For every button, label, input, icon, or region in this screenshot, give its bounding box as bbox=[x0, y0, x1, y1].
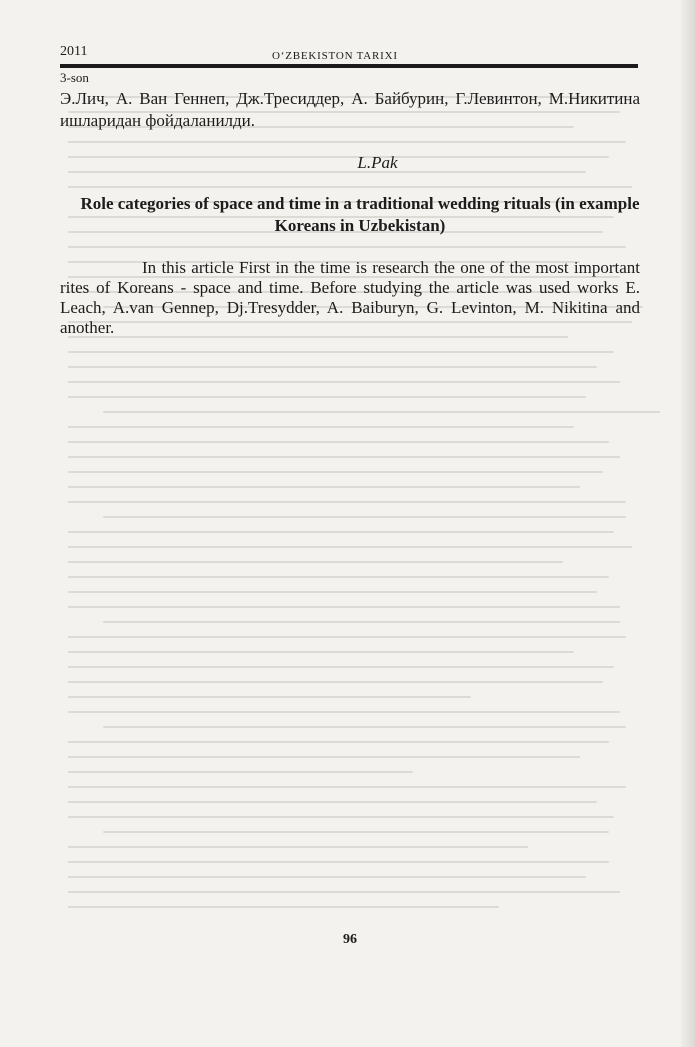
article-abstract bbox=[60, 258, 640, 338]
article-title: Role categories of space and time in a traditional wedding rituals (in example Koreans in Uzbekistan) bbox=[80, 194, 640, 235]
bleed-line bbox=[68, 816, 614, 818]
bleed-line bbox=[68, 186, 632, 188]
bleed-line bbox=[68, 876, 586, 878]
abstract-paragraph: In this article First in the time is research the one of the most important rites of Koreans - space and time. Before studying the article was used works E. Leach, A.van Gennep, Dj.Tresydder, A. Baiburyn, G. Levinton, M. Nikitina and another. bbox=[60, 258, 640, 337]
page-number: 96 bbox=[343, 932, 357, 947]
bleed-line bbox=[103, 621, 621, 623]
bleed-line bbox=[68, 696, 471, 698]
bleed-line bbox=[68, 606, 620, 608]
bleed-line bbox=[68, 546, 632, 548]
bleed-line bbox=[68, 906, 499, 908]
author-signature: L.Pak bbox=[357, 153, 398, 172]
bleed-line bbox=[103, 831, 609, 833]
bleed-line bbox=[68, 741, 609, 743]
bleed-line bbox=[68, 576, 609, 578]
bleed-line bbox=[103, 411, 661, 413]
bleed-line bbox=[68, 141, 626, 143]
bleed-line bbox=[68, 396, 586, 398]
bleed-line bbox=[68, 801, 597, 803]
bleed-line bbox=[68, 531, 614, 533]
bleed-line bbox=[68, 351, 614, 353]
bleed-line bbox=[68, 561, 563, 563]
bleed-line bbox=[68, 426, 574, 428]
bleed-line bbox=[68, 591, 597, 593]
bleed-line bbox=[68, 366, 597, 368]
bleed-line bbox=[68, 246, 626, 248]
bleed-line bbox=[68, 501, 626, 503]
bleed-line bbox=[68, 771, 413, 773]
bleed-line bbox=[68, 756, 580, 758]
bleed-line bbox=[68, 486, 580, 488]
bleed-line bbox=[68, 891, 620, 893]
bleed-line bbox=[68, 651, 574, 653]
bleed-line bbox=[103, 516, 626, 518]
bleed-line bbox=[68, 441, 609, 443]
previous-article-ending: Э.Лич, А. Ван Геннеп, Дж.Тресиддер, А. Байбурин, Г.Левинтон, М.Никитина ишларидан фойдаланилди. bbox=[60, 89, 640, 130]
bleed-line bbox=[68, 471, 603, 473]
header-year: 2011 bbox=[60, 44, 88, 59]
header-journal-title: O‘ZBEKISTON TARIXI bbox=[272, 50, 398, 62]
bleed-line bbox=[68, 786, 626, 788]
page-edge-shadow bbox=[681, 0, 695, 1047]
bleed-line bbox=[68, 861, 609, 863]
bleed-line bbox=[68, 666, 614, 668]
bleed-line bbox=[68, 711, 620, 713]
bleed-line bbox=[68, 381, 620, 383]
bleed-line bbox=[68, 456, 620, 458]
bleed-line bbox=[103, 726, 626, 728]
bleed-line bbox=[68, 846, 528, 848]
bleed-line bbox=[68, 681, 603, 683]
header-rule bbox=[60, 64, 638, 68]
header-issue: 3-son bbox=[60, 70, 89, 85]
bleed-line bbox=[68, 636, 626, 638]
